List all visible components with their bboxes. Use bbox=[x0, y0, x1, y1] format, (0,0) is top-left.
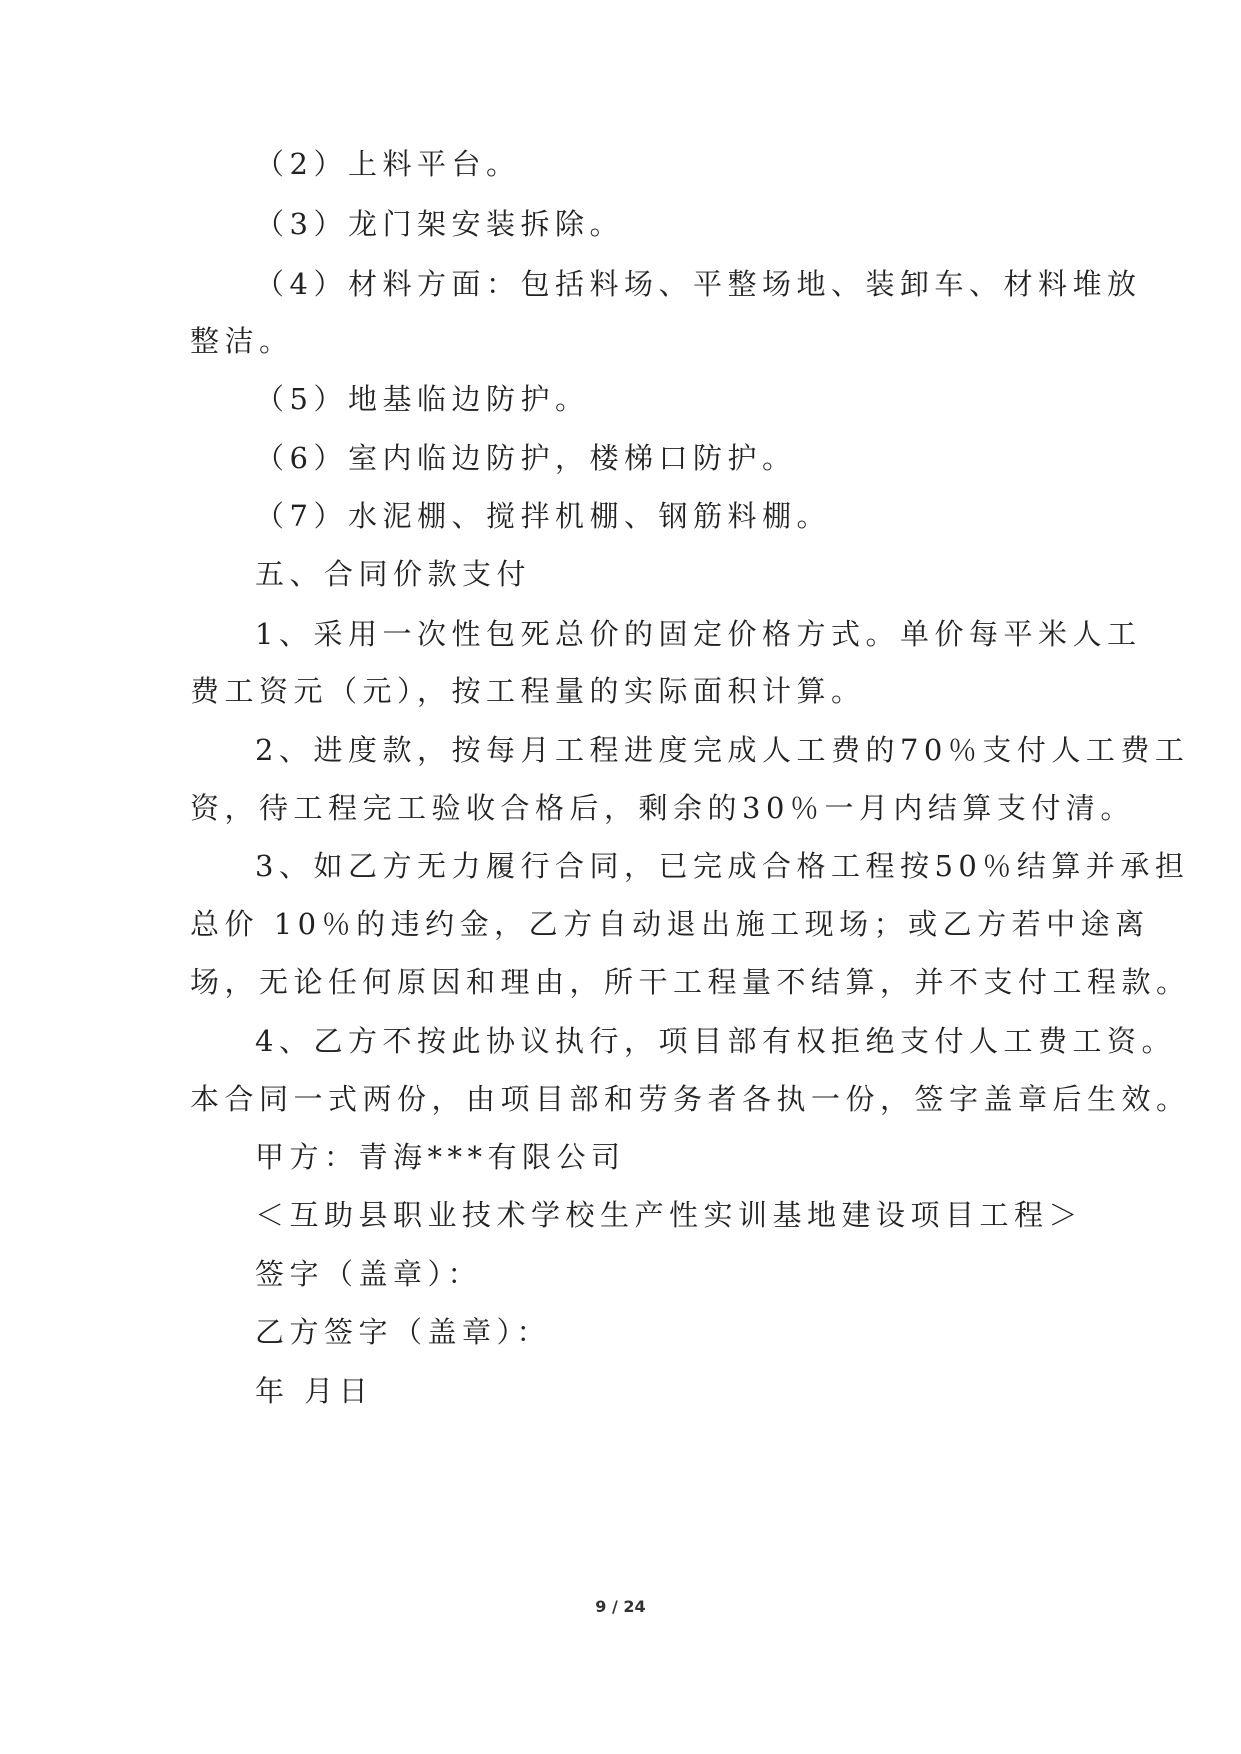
clause-3: 3、如乙方无力履行合同，已完成合格工程按50％结算并承担 bbox=[255, 849, 1190, 883]
list-item-4-continued: 整洁。 bbox=[190, 324, 294, 358]
project-name: ＜互助县职业技术学校生产性实训基地建设项目工程＞ bbox=[255, 1198, 1084, 1232]
list-item-2: （2）上料平台。 bbox=[255, 147, 521, 181]
list-item-7: （7）水泥棚、搅拌机棚、钢筋料棚。 bbox=[255, 499, 831, 533]
clause-1-continued: 费工资元（元），按工程量的实际面积计算。 bbox=[190, 674, 866, 708]
clause-1: 1、采用一次性包死总价的固定价格方式。单价每平米人工 bbox=[255, 617, 1142, 651]
list-item-3: （3）龙门架安装拆除。 bbox=[255, 207, 624, 241]
contract-validity: 本合同一式两份，由项目部和劳务者各执一份，签字盖章后生效。 bbox=[190, 1082, 1191, 1116]
clause-3-continued: 场，无论任何原因和理由，所干工程量不结算，并不支付工程款。 bbox=[190, 965, 1191, 999]
date-line: 年 月日 bbox=[255, 1374, 374, 1408]
section-heading: 五、合同价款支付 bbox=[255, 557, 532, 591]
clause-2-continued: 资，待工程完工验收合格后，剩余的30％一月内结算支付清。 bbox=[190, 791, 1135, 825]
list-item-6: （6）室内临边防护，楼梯口防护。 bbox=[255, 441, 797, 475]
clause-4: 4、乙方不按此协议执行，项目部有权拒绝支付人工费工资。 bbox=[255, 1024, 1176, 1058]
list-item-4: （4）材料方面：包括料场、平整场地、装卸车、材料堆放 bbox=[255, 267, 1142, 301]
page-number: 9 / 24 bbox=[595, 1597, 646, 1616]
party-a: 甲方：青海***有限公司 bbox=[255, 1140, 626, 1174]
party-b-signature: 乙方签字（盖章）： bbox=[255, 1315, 552, 1349]
clause-2: 2、进度款，按每月工程进度完成人工费的70％支付人工费工 bbox=[255, 733, 1190, 767]
list-item-5: （5）地基临边防护。 bbox=[255, 382, 590, 416]
clause-3-continued: 总价 10％的违约金，乙方自动退出施工现场；或乙方若中途离 bbox=[190, 907, 1150, 941]
party-a-signature: 签字（盖章）： bbox=[255, 1257, 483, 1291]
